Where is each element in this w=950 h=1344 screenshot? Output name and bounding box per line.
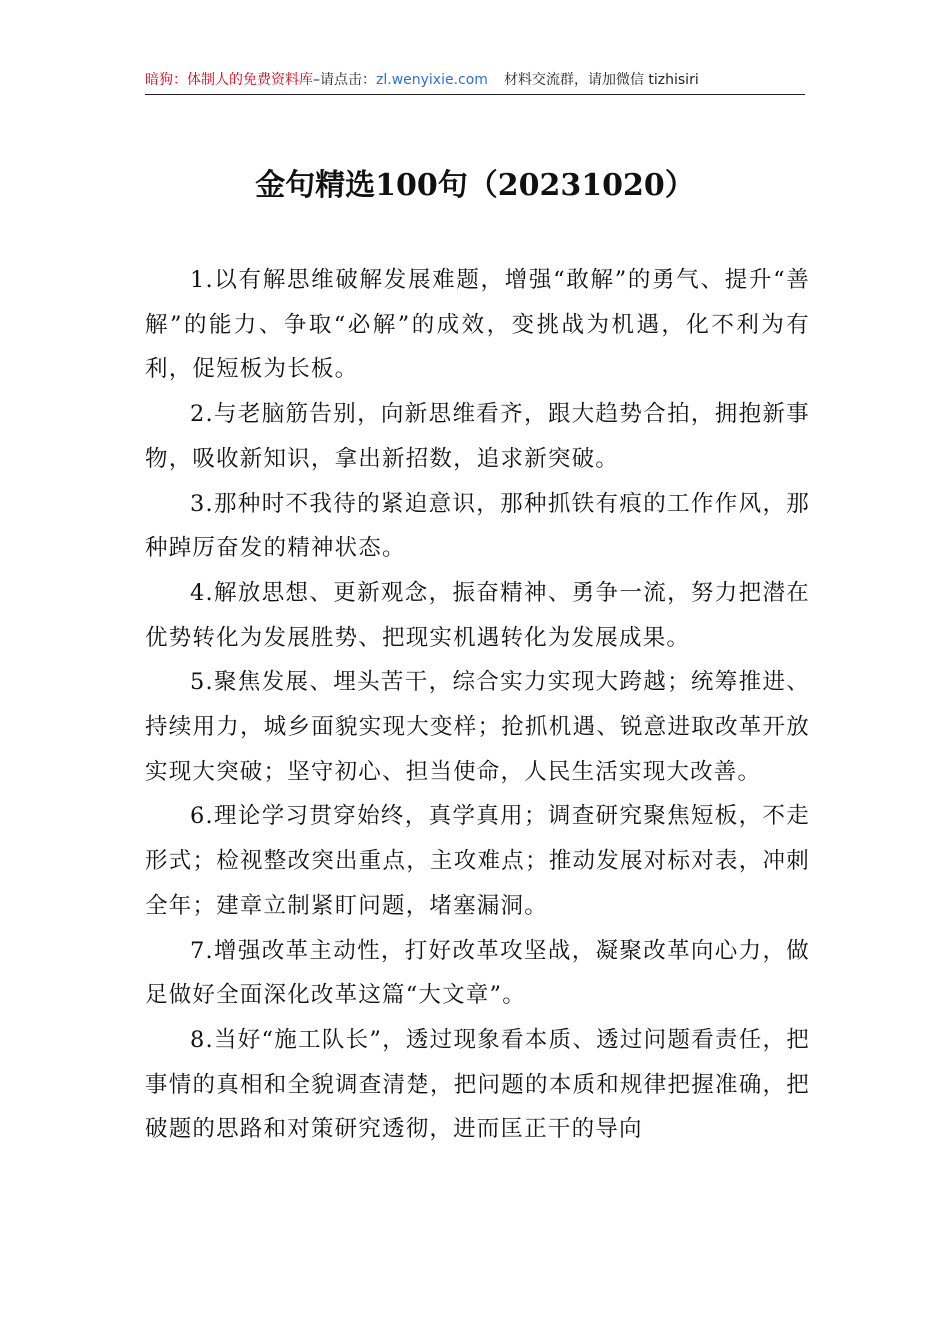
quote-paragraph-7: 7.增强改革主动性，打好改革攻坚战，凝聚改革向心力，做足做好全面深化改革这篇“大文章”。 bbox=[145, 937, 810, 1009]
document-title: 金句精选100句（20231020） bbox=[255, 168, 695, 203]
header-group-note: 材料交流群，请加微信 tizhisiri bbox=[503, 72, 699, 88]
quote-paragraph-4: 4.解放思想、更新观念，振奋精神、勇争一流，努力把潜在优势转化为发展胜势、把现实机遇转化为发展成果。 bbox=[145, 579, 810, 651]
quote-paragraph-6: 6.理论学习贯穿始终，真学真用；调查研究聚焦短板，不走形式；检视整改突出重点，主攻难点；推动发展对标对表，冲刺全年；建章立制紧盯问题，堵塞漏洞。 bbox=[145, 803, 810, 919]
page-header bbox=[145, 70, 805, 95]
quote-paragraph-1: 1.以有解思维破解发展难题，增强“敢解”的勇气、提升“善解”的能力、争取“必解”的成效，变挑战为机遇，化不利为有利，促短板为长板。 bbox=[145, 267, 810, 383]
document-body bbox=[145, 258, 810, 1152]
quote-paragraph-8: 8.当好“施工队长”，透过现象看本质、透过问题看责任，把事情的真相和全貌调查清楚，把问题的本质和规律把握准确，把破题的思路和对策研究透彻，进而匡正干的导向 bbox=[145, 1026, 810, 1143]
quote-paragraph-2: 2.与老脑筋告别，向新思维看齐，跟大趋势合拍，拥抱新事物，吸收新知识，拿出新招数，追求新突破。 bbox=[145, 401, 810, 472]
quote-paragraph-3: 3.那种时不我待的紧迫意识，那种抓铁有痕的工作作风，那种踔厉奋发的精神状态。 bbox=[145, 490, 810, 562]
quote-paragraph-5: 5.聚焦发展、埋头苦干，综合实力实现大跨越；统筹推进、持续用力，城乡面貌实现大变样；抢抓机遇、锐意进取改革开放实现大突破；坚守初心、担当使命，人民生活实现大改善。 bbox=[145, 669, 810, 785]
header-url-link[interactable]: zl.wenyixie.com bbox=[376, 72, 488, 88]
header-click-prompt: –请点击： bbox=[313, 72, 376, 88]
header-brand: 暗狗：体制人的免费资料库 bbox=[145, 72, 313, 88]
